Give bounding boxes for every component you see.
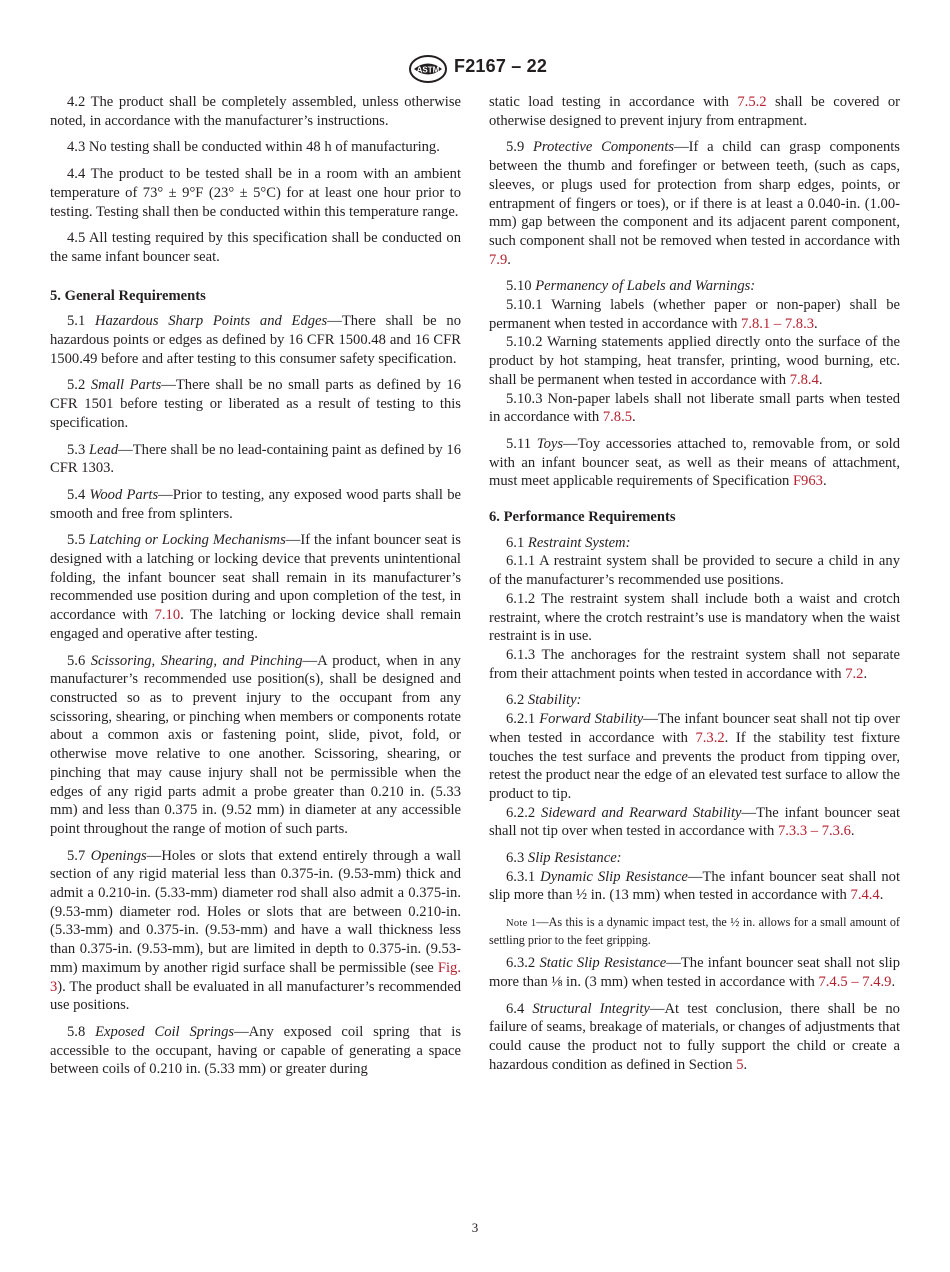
svg-text:ASTM: ASTM [416,65,440,75]
clause-6-3-1: 6.3.1 Dynamic Slip Resistance—The infant bouncer seat shall not slip more than ½ in. (13 mm) when tested in accordance with 7.4.4. [489,868,901,904]
clause-5-6: 5.6 Scissoring, Shearing, and Pinching—A product, when in any manufacturer’s recommended use position(s), shall be designed and constructed so as to prevent injury to the occupant from any scissoring, shearing, or pinching when members or components rotate about a common axis or fastening point, slide, pivot, fold, or otherwise move relative to one another. Scissoring, shearing, or pinching that may cause injury shall not be permissible when the edges of any rigid parts admit a probe greater than 0.210 in. (5.33 mm) and less than 0.375 in. (9.52 mm) in diameter at any accessible point throughout the range of motion of such parts. [50,652,461,837]
clause-6-3: 6.3 Slip Resistance: [506,850,622,867]
section-6-heading: 6. Performance Requirements [489,509,676,526]
clause-5-1: 5.1 Hazardous Sharp Points and Edges—There shall be no hazardous points or edges as defined by 16 CFR 1500.48 and 16 CFR 1500.49 before and after testing to this consumer safety specification. [50,313,461,367]
page-header [0,52,950,86]
ref-link-7-9[interactable]: 7.9 [489,251,508,268]
clause-5-8-continued: static load testing in accordance with 7.5.2 shall be covered or otherwise designed to prevent injury from entrapment. [489,94,900,129]
ref-link-f963[interactable]: F963 [792,473,823,490]
astm-logo-icon [408,54,448,84]
clause-5-7: 5.7 Openings—Holes or slots that extend entirely through a wall section of any rigid material less than 0.375-in. (9.53-mm) thick and admit a 0.210-in. (5.33-mm) diameter rod shall also admit a 0.375-in. (9.53-mm) diameter rod. Holes or slots that are between 0.210-in. (5.33-mm) and 0.375-in. (9.53-mm) and have a wall thickness less than 0.375-in. (9.53-mm), but are limited in depth to 0.375-in. (9.53-mm) maximum by another rigid surface shall be permissible (see Fig. 3). The product shall be evaluated in all manufacturer’s recommended use positions. [50,847,461,1014]
clause-5-2: 5.2 Small Parts—There shall be no small parts as defined by 16 CFR 1501 before testing or liberated as a result of testing to this specification. [50,377,462,431]
clause-6-1-3: 6.1.3 The anchorages for the restraint system shall not separate from their attachment points when tested in accordance with 7.2. [489,646,900,682]
right-column [489,93,900,1074]
ref-link-7-3-2[interactable]: 7.3.2 [695,729,725,746]
clause-5-10-2: 5.10.2 Warning statements applied directly onto the surface of the product by hot stamping, heat transfer, printing, wood burning, etc. shall be permanent when tested in accordance with 7.8.4. [489,334,900,388]
clause-5-8: 5.8 Exposed Coil Springs—Any exposed coil spring that is accessible to the occupant, having or capable of generating a space between coils of 0.210 in. (5.33 mm) or greater during [50,1023,461,1078]
clause-6-1-2: 6.1.2 The restraint system shall include both a waist and crotch restraint, where the crotch restraint’s use is mandatory when the waist restraint is in use. [489,590,900,645]
clause-6-3-2: 6.3.2 Static Slip Resistance—The infant bouncer seat shall not slip more than ⅛ in. (3 mm) when tested in accordance with 7.4.5 – 7.4.9. [489,955,900,990]
clause-5-3: 5.3 Lead—There shall be no lead-containing paint as defined by 16 CFR 1303. [50,441,461,477]
ref-link-7-8-1[interactable]: 7.8.1 – 7.8.3 [741,315,815,332]
clause-5-10: 5.10 Permanency of Labels and Warnings: [506,278,756,295]
ref-link-7-4-4[interactable]: 7.4.4 [850,887,880,904]
clause-6-1-1: 6.1.1 A restraint system shall be provided to secure a child in any of the manufacturer’s recommended use positions. [489,553,900,589]
clause-6-2-2: 6.2.2 Sideward and Rearward Stability—The infant bouncer seat shall not tip over when tested in accordance with 7.3.3 – 7.3.6. [489,804,900,840]
clause-5-4: 5.4 Wood Parts—Prior to testing, any exposed wood parts shall be smooth and free from splinters. [50,486,462,522]
note-1: Note 1—As this is a dynamic impact test, the ½ in. allows for a small amount of settling prior to the feet gripping. [489,915,900,948]
ref-link-fig-3[interactable]: Fig. 3 [50,959,461,995]
ref-link-section-5[interactable]: 5 [736,1056,744,1073]
clause-5-5: 5.5 Latching or Locking Mechanisms—If the infant bouncer seat is designed with a latching or locking device that prevents unintentional folding, the infant bouncer seat shall remain in its manufacturer’s recommended use position during and upon completion of the test, in accordance with 7.10. The latching or locking device shall remain engaged and operative after testing. [50,532,461,642]
page-number: 3 [471,1220,479,1235]
left-column [50,93,461,1079]
clause-6-4: 6.4 Structural Integrity—At test conclusion, there shall be no failure of seams, breakage of materials, or changes of adjustments that could cause the product not to fully support the child or create a hazardous condition as defined in Section 5. [489,1000,900,1073]
clause-6-2: 6.2 Stability: [506,692,582,709]
clause-6-2-1: 6.2.1 Forward Stability—The infant bouncer seat shall not tip over when tested in accordance with 7.3.2. If the stability test fixture touches the test surface and prevents the product from tipping over, retest the product near the edge of an elevated test surface to allow the product to tip. [489,711,900,802]
ref-link-7-8-4[interactable]: 7.8.4 [789,371,819,388]
clause-4-5: 4.5 All testing required by this specification shall be conducted on the same infant bouncer seat. [50,230,461,265]
ref-link-7-3-3[interactable]: 7.3.3 – 7.3.6 [777,823,851,840]
clause-5-11: 5.11 Toys—Toy accessories attached to, removable from, or sold with an infant bouncer seat, as well as their means of attachment, must meet applicable requirements of Specification F963. [489,435,900,490]
clause-4-2: 4.2 The product shall be completely assembled, unless otherwise noted, in accordance with the manufacturer’s instructions. [50,94,461,129]
ref-link-7-4-5[interactable]: 7.4.5 – 7.4.9 [818,973,892,990]
ref-link-7-8-5[interactable]: 7.8.5 [602,409,633,426]
clause-5-9: 5.9 Protective Components—If a child can grasp components between the thumb and forefinger or between teeth, (such as caps, sleeves, or plugs used for protection from sharp edges, points, or entrapment of fingers or toes), or if there is at least a 0.040-in. (1.00-mm) gap between the component and its adjacent parent component, such component shall not be removed when tested in accordance with 7.9. [489,139,900,268]
ref-link-7-10[interactable]: 7.10 [154,607,181,624]
clause-6-1: 6.1 Restraint System: [506,534,631,551]
ref-link-7-5-2[interactable]: 7.5.2 [737,94,767,110]
clause-4-3: 4.3 No testing shall be conducted within 48 h of manufacturing. [67,139,440,156]
ref-link-7-2[interactable]: 7.2 [845,665,864,682]
clause-5-10-1: 5.10.1 Warning labels (whether paper or non-paper) shall be permanent when tested in accordance with 7.8.1 – 7.8.3. [489,297,900,332]
section-5-heading: 5. General Requirements [50,287,206,304]
clause-5-10-3: 5.10.3 Non-paper labels shall not liberate small parts when tested in accordance with 7.8.5. [489,390,900,426]
clause-4-4: 4.4 The product to be tested shall be in a room with an ambient temperature of 73° ± 9°F (23° ± 5°C) for at least one hour prior to testing. Testing shall then be conducted within this temperature range. [50,166,461,220]
document-id: F2167 – 22 [454,56,548,76]
